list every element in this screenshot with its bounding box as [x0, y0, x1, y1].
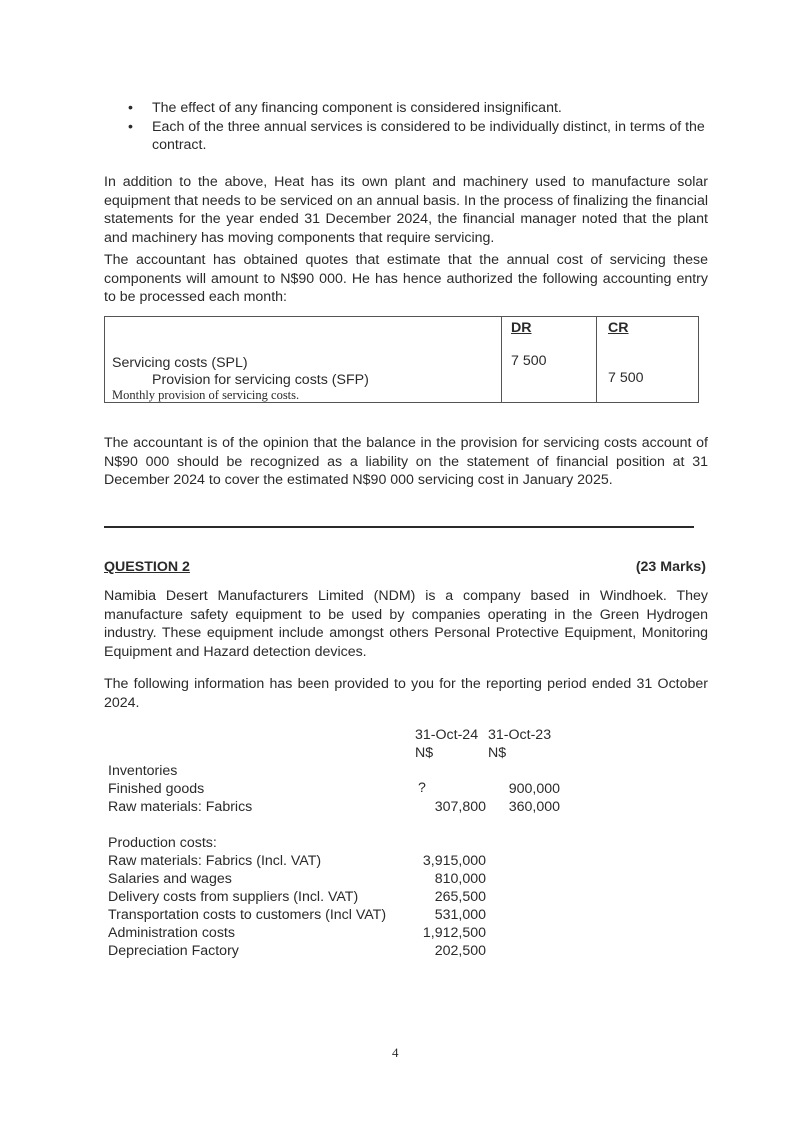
value-2024: 531,000: [434, 907, 486, 923]
column-header-2024: 31-Oct-24: [415, 727, 479, 743]
debit-account: Servicing costs (SPL): [112, 355, 248, 371]
question-marks: (23 Marks): [635, 559, 706, 575]
row-label: Depreciation Factory: [108, 943, 239, 959]
value-2023: 900,000: [508, 781, 560, 797]
currency-label-2023: N$: [488, 745, 507, 761]
row-label: Finished goods: [108, 781, 205, 797]
journal-entry-table: [104, 316, 699, 403]
cr-amount: 7 500: [608, 370, 644, 386]
value-2024: 307,800: [434, 799, 486, 815]
paragraph-information-intro: The following information has been provided to you for the reporting period ended 31 October 2024.: [104, 676, 708, 711]
production-costs-label: Production costs:: [108, 835, 217, 851]
narration: Monthly provision of servicing costs.: [112, 388, 300, 402]
section-divider: [104, 526, 694, 528]
paragraph-plant-machinery: In addition to the above, Heat has its own plant and machinery used to manufacture solar equipment that needs to be serviced on an annual basis. In the process of finalizing the financial statements for the year ended 31 December 2024, the financial manager noted that the plant and machinery has moving components that require servicing.: [104, 174, 708, 247]
dr-header: DR: [511, 320, 532, 336]
value-2023: 360,000: [508, 799, 560, 815]
row-label: Transportation costs to customers (Incl VAT): [108, 907, 387, 923]
row-label: Delivery costs from suppliers (Incl. VAT): [108, 889, 359, 905]
row-label: Raw materials: Fabrics (Incl. VAT): [108, 853, 322, 869]
row-label: Administration costs: [108, 925, 235, 941]
value-2024: ?: [418, 780, 426, 796]
paragraph-company-description: Namibia Desert Manufacturers Limited (NDM) is a company based in Windhoek. They manufacture safety equipment to be used by companies operating in the Green Hydrogen industry. These equipment include amongst others Personal Protective Equipment, Monitoring Equipment and Hazard detection devices.: [104, 588, 708, 661]
row-label: Raw materials: Fabrics: [108, 799, 253, 815]
bullet-item: • The effect of any financing component is considered insignificant.: [128, 100, 562, 116]
bullet-list: [104, 99, 708, 155]
value-2024: 1,912,500: [422, 925, 486, 941]
column-divider: [501, 317, 502, 402]
row-label: Salaries and wages: [108, 871, 232, 887]
value-2024: 202,500: [434, 943, 486, 959]
page-number: 4: [392, 1045, 399, 1060]
currency-label-2024: N$: [415, 745, 434, 761]
column-divider: [596, 317, 597, 402]
bullet-icon: •: [128, 100, 133, 116]
value-2024: 810,000: [434, 871, 486, 887]
value-2024: 265,500: [434, 889, 486, 905]
credit-account: Provision for servicing costs (SFP): [152, 372, 369, 388]
inventories-label: Inventories: [108, 763, 178, 779]
dr-amount: 7 500: [511, 353, 547, 369]
question-title: QUESTION 2: [104, 559, 190, 575]
bullet-item: • Each of the three annual services is considered to be individually distinct, in terms of the contract.: [128, 118, 705, 154]
paragraph-quotes: The accountant has obtained quotes that estimate that the annual cost of servicing these components will amount to N$90 000. He has hence authorized the following accounting entry to be processed each month:: [104, 252, 708, 306]
paragraph-accountant-opinion: The accountant is of the opinion that the balance in the provision for servicing costs account of N$90 000 should be recognized as a liability on the statement of financial position at 31 December 2024 to cover the estimated N$90 000 servicing cost in January 2025.: [104, 435, 708, 489]
bullet-icon: •: [128, 118, 133, 135]
column-header-2023: 31-Oct-23: [488, 727, 552, 743]
cr-header: CR: [608, 320, 629, 336]
value-2024: 3,915,000: [422, 853, 486, 869]
